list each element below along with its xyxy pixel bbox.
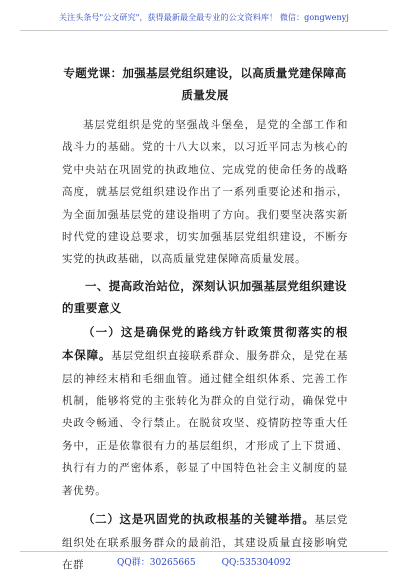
- document-title: 专题党课：加强基层党组织建设，以高质量党建保障高质量发展: [63, 66, 347, 102]
- document-body: [62, 62, 348, 576]
- footer-divider: [20, 551, 388, 552]
- subsection-text-2: 基层党组织处在联系服务群众的最前沿，其建设质量直接影响党在群: [62, 514, 348, 571]
- subsection-heading-1: （一）这是确保党的路线方针政策贯彻落实的根本保障。: [62, 324, 348, 363]
- footer-qq-group: QQ群：30265665: [117, 558, 196, 568]
- intro-paragraph: 基层党组织是党的坚强战斗堡垒，是党的全部工作和战斗力的基础。党的十八大以来，以习近平同志为核心的党中央站在巩固党的执政地位、完成党的使命任务的战略高度，就基层党组织建设作出了一系列重要论述和指示，为全面加强基层党的建设指明了方向。我们要坚决落实新时代党的建设总要求，切实加强基层党组织建设，不断夯实党的执政基础，以高质量党建保障高质量发展。: [62, 119, 348, 266]
- footer-qq: QQ:535304092: [221, 558, 291, 568]
- header-divider: [20, 30, 388, 31]
- subsection-paragraph-1: [62, 321, 348, 502]
- subsection-text-1: 基层党组织直接联系群众、服务群众，是党在基层的神经末梢和毛细血管。通过健全组织体系、完善工作机制，能够将党的主张转化为群众的自觉行动，确保党中央政令畅通、令行禁止。在脱贫攻坚、疫情防控等重大任务中，正是依靠很有力的基层组织，才形成了上下贯通、执行有力的严密体系，彰显了中国特色社会主义制度的显著优势。: [62, 350, 348, 497]
- header-note: 关注头条号"公文研究"，获得最新最全最专业的公文资料库！ 微信：gongwenyj: [59, 13, 349, 22]
- subsection-heading-2: （二）这是巩固党的执政根基的关键举措。: [83, 512, 315, 527]
- footer: [0, 555, 408, 568]
- section-heading-1: 一、提高政治站位，深刻认识加强基层党组织建设的重要意义: [62, 278, 347, 315]
